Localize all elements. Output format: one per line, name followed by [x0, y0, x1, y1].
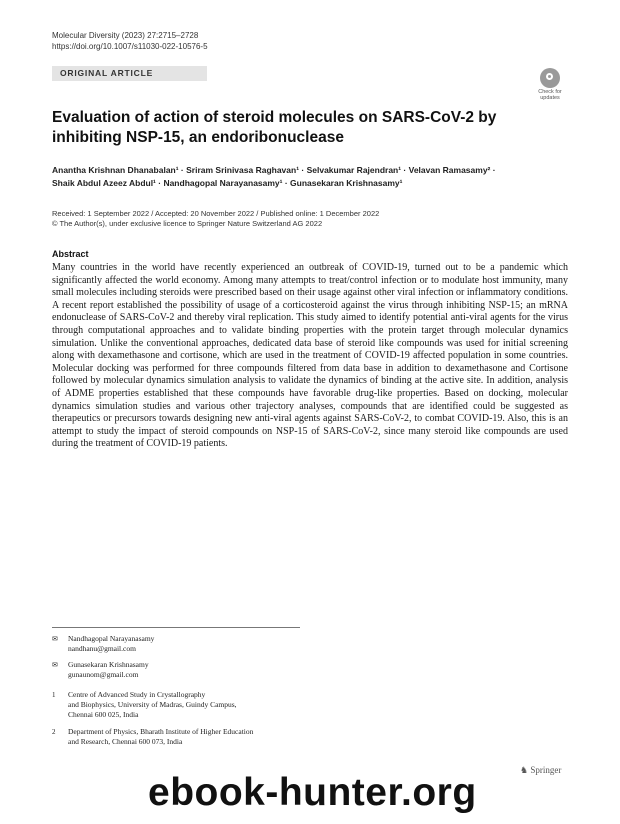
author-list — [52, 164, 572, 190]
author-line: Shaik Abdul Azeez Abdul¹ · Nandhagopal Narayanasamy¹ · Gunasekaran Krishnasamy¹ — [52, 178, 403, 188]
envelope-icon: ✉ — [52, 635, 58, 643]
dates-line: Received: 1 September 2022 / Accepted: 20 November 2022 / Published online: 1 December 2022 — [52, 209, 380, 218]
check-updates-icon — [540, 68, 560, 88]
contact-email[interactable]: gunaunom@gmail.com — [68, 670, 139, 679]
springer-label: Springer — [530, 765, 562, 775]
contact-name: Nandhagopal Narayanasamy — [68, 634, 155, 643]
journal-header — [52, 30, 208, 52]
publication-dates — [52, 209, 379, 229]
abstract-body: Many countries in the world have recently experienced an outbreak of COVID-19, turned out to be a pandemic which significantly affected the world economy. Among many attempts to treat/control infection or to modulate host immunity, many small molecules including steroids were prescribed based on their usage against other viral infection or inflammatory conditions. A recent report established the possibility of usage of a corticosteroid against the virus through inhibiting NSP-15; an mRNA endonuclease of SARS-CoV-2 and thereby viral replication. This study aimed to identify potential anti-viral agents for the virus through computational approaches and to validate binding properties with the protein target through molecular dynamics simulation. Unlike the conventional approaches, dedicated data base of steroid like compounds was used for initial screening along with dexamethasone and cortisone, which are used in the treatment of COVID-19 affected population in some countries. Molecular docking was performed for three compounds filtered from data base in addition to dexamethasone and Cortisone followed by molecular dynamics simulation analysis to validate the dynamics of binding at the active site. In addition, analysis of ADME properties established that these compounds have favorable drug-like properties. Based on docking, molecular dynamics simulation studies and various other trajectory analyses, compounds that are identified could be suggested as therapeutics or precursors towards designing new anti-viral agents against SARS-CoV-2, to combat COVID-19. Also, this is an attempt to study the impact of steroid compounds on NSP-15 of SARS-CoV-2, since many steroid like compounds are used during the treatment of COVID-19 patients. — [52, 262, 568, 450]
envelope-icon: ✉ — [52, 661, 58, 669]
springer-logo — [520, 765, 561, 776]
contact-email[interactable]: nandhanu@gmail.com — [68, 644, 136, 653]
doi-link[interactable]: https://doi.org/10.1007/s11030-022-10576-5 — [52, 42, 208, 51]
corresponding-author-1 — [52, 634, 312, 654]
affiliation-number: 2 — [52, 728, 56, 736]
affiliation-number: 1 — [52, 691, 56, 699]
watermark: ebook-hunter.org — [148, 771, 477, 814]
journal-citation: Molecular Diversity (2023) 27:2715–2728 — [52, 31, 199, 40]
contact-name: Gunasekaran Krishnasamy — [68, 660, 149, 669]
check-updates-label: Check for updates — [538, 89, 562, 101]
article-type-banner: ORIGINAL ARTICLE — [52, 66, 207, 81]
affiliation-1: 1 Centre of Advanced Study in Crystallography and Biophysics, University of Madras, Guindy Campus, Chennai 600 025, India — [52, 690, 237, 719]
abstract-heading: Abstract — [52, 249, 89, 259]
corresponding-author-2 — [52, 660, 312, 680]
check-for-updates-badge[interactable] — [534, 68, 566, 100]
article-title: Evaluation of action of steroid molecules on SARS-CoV-2 by inhibiting NSP-15, an endoribonuclease — [52, 109, 497, 146]
footnote-divider — [52, 627, 300, 628]
copyright-line: © The Author(s), under exclusive licence to Springer Nature Switzerland AG 2022 — [52, 219, 323, 228]
author-line: Anantha Krishnan Dhanabalan¹ · Sriram Srinivasa Raghavan¹ · Selvakumar Rajendran¹ · Velavan Ramasamy² · — [52, 165, 496, 175]
affiliation-2: 2 Department of Physics, Bharath Institute of Higher Education and Research, Chennai 600 073, India — [52, 727, 254, 746]
springer-horse-icon: ♞ — [520, 765, 529, 775]
